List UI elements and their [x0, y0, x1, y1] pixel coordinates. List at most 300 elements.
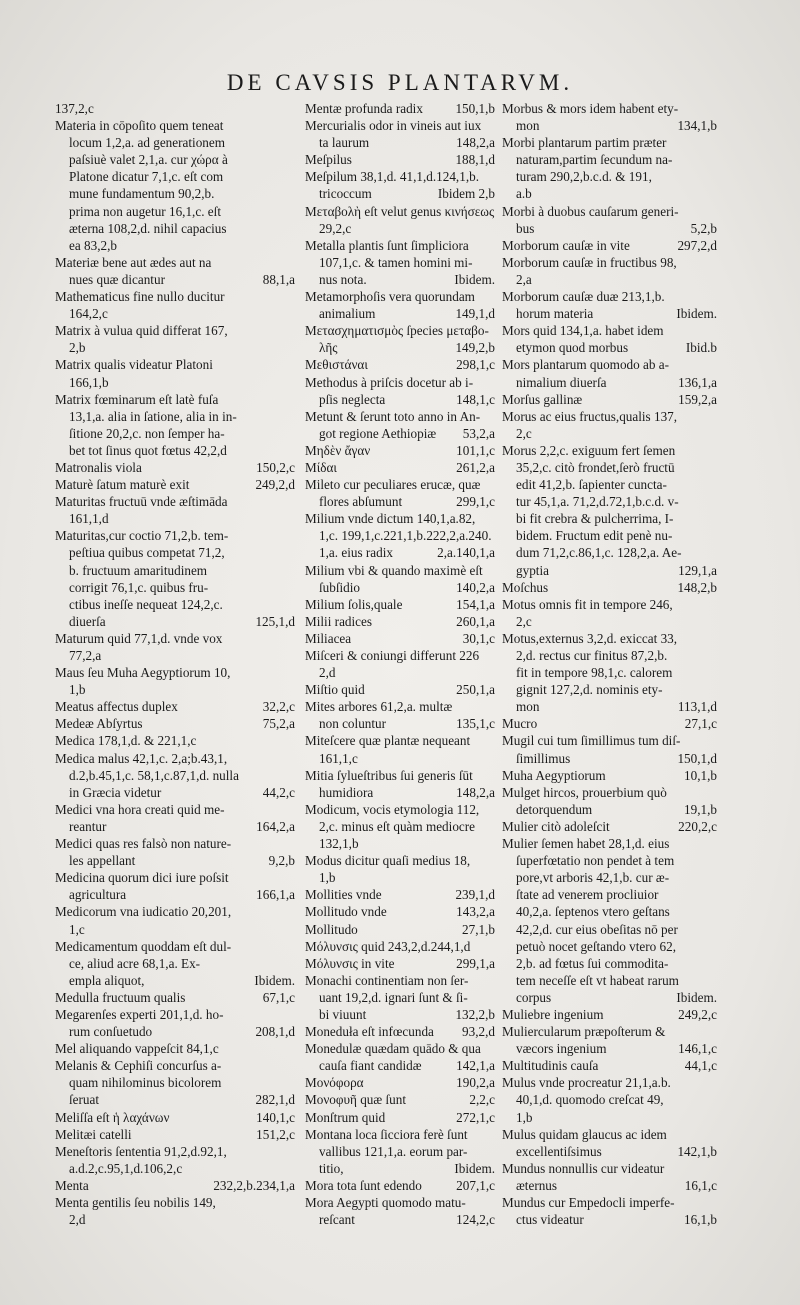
- entry-text: ctibus ineſſe nequeat 124,2,c.: [69, 596, 223, 612]
- entry-text: d.2,b.45,1,c. 58,1,c.87,1,d. nulla: [69, 767, 239, 783]
- index-entry-line: [305, 681, 495, 698]
- entry-text: pore,vt arboris 42,1,b. cur æ-: [516, 870, 670, 886]
- entry-reference: 208,1,d: [255, 1024, 295, 1040]
- index-entry-line: [55, 596, 295, 613]
- index-entry-line: [55, 459, 295, 476]
- index-entry-line: [305, 1074, 495, 1091]
- index-entry-line: [502, 921, 717, 938]
- entry-text: Medicamentum quoddam eſt dul-: [55, 938, 232, 954]
- index-entry-line: [55, 801, 295, 818]
- entry-text: Mors plantarum quomodo ab a-: [502, 357, 670, 373]
- entry-text: vallibus 121,1,a. eorum par-: [319, 1143, 468, 1159]
- entry-reference: Ibid.b: [685, 340, 717, 356]
- entry-text: Modicum, vocis etymologia 112,: [305, 801, 480, 817]
- entry-reference: 93,2,d: [462, 1024, 495, 1040]
- index-entry-line: [55, 1160, 295, 1177]
- index-entry-line: [55, 664, 295, 681]
- index-entry-line: [305, 1040, 495, 1057]
- entry-text: Medici quas res falsò non nature-: [55, 836, 232, 852]
- index-entry: [305, 1091, 495, 1108]
- entry-text: Moneduła eſt infœcunda: [305, 1024, 434, 1040]
- index-entry-line: [305, 476, 495, 493]
- index-entry-line: [305, 1023, 495, 1040]
- index-entry: [305, 732, 495, 766]
- entry-text: Monedulæ quædam quādo & qua: [305, 1041, 481, 1057]
- index-entry: [502, 237, 717, 254]
- index-entry-line: [502, 989, 717, 1006]
- index-entry: [305, 510, 495, 561]
- index-entry: [305, 886, 495, 903]
- index-entry-line: [55, 220, 295, 237]
- entry-text: bi fit crebra & pulcherrima, I-: [516, 511, 674, 527]
- index-entry-line: [55, 425, 295, 442]
- index-entry-line: [305, 1057, 495, 1074]
- entry-reference: 44,1,c: [684, 1058, 717, 1074]
- entry-reference: 207,1,c: [456, 1177, 495, 1193]
- index-entry-line: [502, 1023, 717, 1040]
- entry-text: nues quæ dicantur: [69, 271, 165, 287]
- entry-text: nus nota.: [319, 271, 367, 287]
- entry-reference: 250,1,a: [456, 682, 495, 698]
- entry-text: Mora Aegypti quomodo matu-: [305, 1195, 466, 1210]
- index-entry: [55, 698, 295, 715]
- entry-text: Moſchus: [502, 579, 549, 595]
- index-entry-line: [305, 237, 495, 254]
- index-entry: [502, 134, 717, 202]
- index-entry-line: [502, 767, 717, 784]
- index-entry-line: [305, 784, 495, 801]
- entry-text: bet tot ſinus quot fœtus 42,2,d: [69, 442, 227, 458]
- entry-reference: 249,2,d: [255, 477, 295, 493]
- index-entry-line: [55, 630, 295, 647]
- entry-text: Morborum cauſæ in vite: [502, 237, 630, 253]
- index-entry-line: [502, 698, 717, 715]
- entry-text: nimalium diuerſa: [516, 374, 607, 390]
- index-entry-line: [502, 391, 717, 408]
- entry-reference: 132,2,b: [455, 1006, 495, 1022]
- index-entry-line: [305, 356, 495, 373]
- entry-reference: 142,1,a: [456, 1058, 495, 1074]
- index-entry: [305, 1109, 495, 1126]
- index-entry-line: [502, 510, 717, 527]
- entry-text: Mora tota ſunt edendo: [305, 1177, 422, 1193]
- index-entry-line: [305, 322, 495, 339]
- entry-text: Monachi continentiam non ſer-: [305, 972, 469, 988]
- entry-text: Menta gentilis ſeu nobilis 149,: [55, 1195, 216, 1210]
- index-entry-line: [305, 271, 495, 288]
- entry-text: humidiora: [319, 784, 374, 800]
- entry-reference: 134,1,b: [677, 118, 717, 134]
- entry-text: reantur: [69, 818, 107, 834]
- entry-reference: 129,1,a: [678, 562, 717, 578]
- index-entry: [305, 681, 495, 698]
- entry-text: Mercurialis odor in vineis aut iux: [305, 118, 482, 134]
- index-entry-line: [305, 151, 495, 168]
- entry-text: Matronalis viola: [55, 459, 142, 475]
- entry-text: Metamorphoſis vera quorundam: [305, 289, 475, 305]
- index-entry-line: [502, 750, 717, 767]
- index-entry-line: [305, 886, 495, 903]
- index-entry: [55, 391, 295, 459]
- index-entry-line: [502, 220, 717, 237]
- index-entry-line: [502, 425, 717, 442]
- entry-text: corpus: [516, 989, 552, 1005]
- index-entry-line: [305, 955, 495, 972]
- index-entry-line: [55, 698, 295, 715]
- entry-text: Μεταβολὴ eſt velut genus κινήσεως: [305, 203, 495, 219]
- entry-text: Morſus gallinæ: [502, 391, 583, 407]
- index-entry-line: [502, 254, 717, 271]
- entry-text: in Græcia videtur: [69, 784, 162, 800]
- entry-text: 2,b: [69, 340, 86, 356]
- entry-text: ta laurum: [319, 135, 370, 151]
- index-entry-line: [502, 852, 717, 869]
- index-entry-line: [502, 1091, 717, 1108]
- entry-text: quam nihilominus bicolorem: [69, 1075, 222, 1091]
- entry-text: Medeæ Abſyrtus: [55, 716, 143, 732]
- index-entry-line: [55, 921, 295, 938]
- entry-text: horum materia: [516, 306, 594, 322]
- index-entry: [305, 630, 495, 647]
- index-entry-line: [305, 203, 495, 220]
- entry-text: cauſa fiant candidæ: [319, 1058, 422, 1074]
- index-entry: [502, 408, 717, 442]
- entry-text: Matrix à vulua quid differat 167,: [55, 323, 228, 339]
- index-entry-line: [55, 715, 295, 732]
- index-entry: [305, 100, 495, 117]
- entry-text: 40,2,a. ſeptenos vtero geſtans: [516, 904, 670, 920]
- index-entry-line: [502, 408, 717, 425]
- index-entry: [305, 1126, 495, 1177]
- entry-reference: Ibidem.: [676, 306, 717, 322]
- entry-text: Medica 178,1,d. & 221,1,c: [55, 733, 197, 749]
- entry-reference: 113,1,d: [677, 699, 717, 715]
- index-entry-line: [305, 767, 495, 784]
- entry-reference: 150,2,c: [256, 459, 295, 475]
- entry-text: Materiæ bene aut ædes aut na: [55, 254, 212, 270]
- index-entry-line: [55, 151, 295, 168]
- index-entry: [305, 938, 495, 955]
- index-entry-line: [502, 613, 717, 630]
- index-entry: [55, 1109, 295, 1126]
- entry-text: turam 290,2,b.c.d. & 191,: [516, 169, 652, 185]
- index-entry-line: [55, 288, 295, 305]
- index-entry-line: [55, 527, 295, 544]
- entry-text: Mulier citò adoleſcit: [502, 818, 610, 834]
- entry-reference: 32,2,c: [262, 699, 295, 715]
- running-header: DE CAVSIS PLANTARVM.: [226, 70, 574, 95]
- index-entry-line: [305, 459, 495, 476]
- entry-reference: 135,1,c: [456, 716, 495, 732]
- entry-text: Maturè ſatum maturè exit: [55, 477, 190, 493]
- index-entry-line: [502, 1040, 717, 1057]
- entry-reference: 143,2,a: [456, 904, 495, 920]
- index-entry-line: [55, 1057, 295, 1074]
- entry-text: 166,1,b: [69, 374, 109, 390]
- entry-text: Mollitudo vnde: [305, 904, 387, 920]
- entry-text: Mel aliquando vappeſcit 84,1,c: [55, 1041, 219, 1057]
- entry-reference: 148,2,a: [456, 135, 495, 151]
- entry-text: Miſceri & coniungi differunt 226: [305, 648, 480, 663]
- index-entry: [55, 288, 295, 322]
- index-entry-line: [305, 921, 495, 938]
- entry-text: ſeruat: [69, 1092, 100, 1108]
- index-entry-line: [502, 527, 717, 544]
- entry-reference: 16,1,b: [684, 1212, 717, 1228]
- index-entry-line: [305, 185, 495, 202]
- entry-text: Maus ſeu Muha Aegyptiorum 10,: [55, 665, 231, 681]
- index-entry-line: [55, 1023, 295, 1040]
- entry-reference: 44,2,c: [262, 784, 295, 800]
- entry-text: a.b: [516, 186, 532, 202]
- index-entry: [55, 664, 295, 698]
- entry-text: gyptia: [516, 562, 549, 578]
- index-entry: [305, 1074, 495, 1091]
- entry-text: 2,d: [69, 1212, 86, 1228]
- index-entry-line: [55, 1091, 295, 1108]
- index-entry-line: [55, 442, 295, 459]
- index-entry-line: [305, 1126, 495, 1143]
- index-entry-line: [55, 1126, 295, 1143]
- index-entry-line: [55, 339, 295, 356]
- index-entry-line: [502, 647, 717, 664]
- index-entry-line: [55, 955, 295, 972]
- entry-reference: 159,2,a: [678, 391, 717, 407]
- index-entry-line: [502, 356, 717, 373]
- entry-reference: 148,1,c: [456, 391, 495, 407]
- index-entry-line: [502, 818, 717, 835]
- entry-reference: 53,2,a: [462, 425, 495, 441]
- entry-text: paſsiuè valet 2,1,a. cur χώρα à: [69, 152, 228, 168]
- index-entry-line: [502, 134, 717, 151]
- entry-reference: Ibidem.: [676, 989, 717, 1005]
- index-entry-line: [55, 134, 295, 151]
- index-entry-line: [55, 476, 295, 493]
- index-entry: [55, 938, 295, 989]
- index-entry-line: [55, 1194, 295, 1211]
- index-entry-line: [55, 989, 295, 1006]
- entry-text: tur 45,1,a. 71,2,d.72,1,b.c.d. v-: [516, 494, 679, 510]
- entry-text: Mundus cur Empedocli imperfe-: [502, 1195, 675, 1210]
- entry-reference: 146,1,c: [678, 1041, 717, 1057]
- index-entry: [305, 903, 495, 920]
- index-entry-line: [305, 493, 495, 510]
- index-entry: [55, 750, 295, 801]
- index-entry: [502, 818, 717, 835]
- index-entry-line: [55, 886, 295, 903]
- index-entry: [55, 117, 295, 254]
- index-entry: [55, 322, 295, 356]
- index-entry: [305, 476, 495, 510]
- entry-text: Menta: [55, 1177, 89, 1193]
- index-entry-line: [305, 1143, 495, 1160]
- index-entry-line: [55, 322, 295, 339]
- entry-text: bus: [516, 220, 535, 236]
- entry-reference: 297,2,d: [677, 237, 717, 253]
- entry-text: agricultura: [69, 887, 127, 903]
- index-entry-line: [305, 442, 495, 459]
- index-column-1: [55, 100, 295, 1228]
- entry-text: Morbi plantarum partim præter: [502, 135, 667, 151]
- index-entry-line: [55, 613, 295, 630]
- entry-text: Mulus quidam glaucus ac idem: [502, 1126, 667, 1142]
- entry-text: Mollities vnde: [305, 887, 382, 903]
- entry-reference: 101,1,c: [456, 442, 495, 458]
- entry-text: Modus dicitur quaſi medius 18,: [305, 853, 471, 869]
- entry-text: ea 83,2,b: [69, 237, 117, 253]
- entry-text: Mundus nonnullis cur videatur: [502, 1160, 665, 1176]
- index-entry-line: [55, 938, 295, 955]
- index-entry-line: [502, 869, 717, 886]
- index-entry: [502, 732, 717, 766]
- index-entry-line: [305, 903, 495, 920]
- entry-reference: 148,2,a: [456, 784, 495, 800]
- entry-reference: 190,2,a: [456, 1075, 495, 1091]
- entry-text: 1,b: [69, 682, 86, 698]
- index-entry-line: [502, 185, 717, 202]
- entry-reference: 149,2,b: [455, 340, 495, 356]
- index-entry: [305, 288, 495, 322]
- index-entry: [305, 921, 495, 938]
- entry-reference: 140,2,a: [456, 579, 495, 595]
- entry-text: bidem. Fructum edit penè nu-: [516, 528, 673, 544]
- index-entry: [55, 1177, 295, 1194]
- index-entry: [502, 254, 717, 288]
- entry-reference: 2,a.140,1,a: [437, 545, 495, 561]
- index-entry: [502, 596, 717, 630]
- entry-reference: 124,2,c: [456, 1212, 495, 1228]
- index-entry: [502, 1023, 717, 1057]
- entry-reference: 249,2,c: [678, 1006, 717, 1022]
- entry-text: ſitione 20,2,c. non ſemper ha-: [69, 425, 225, 441]
- index-entry: [305, 955, 495, 972]
- entry-text: Mugil cui tum ſimillimus tum diſ-: [502, 733, 681, 749]
- entry-text: Meatus affectus duplex: [55, 699, 178, 715]
- entry-text: Matrix fœminarum eſt latè fuſa: [55, 391, 219, 407]
- index-entry: [305, 1194, 495, 1228]
- entry-text: Morbus & mors idem habent ety-: [502, 101, 679, 116]
- index-entry-line: [305, 613, 495, 630]
- index-entry-line: [55, 1109, 295, 1126]
- entry-reference: 136,1,a: [678, 374, 717, 390]
- entry-text: Milium vnde dictum 140,1,a.82,: [305, 511, 476, 527]
- entry-text: Μηδὲν ἄγαν: [305, 442, 371, 458]
- index-entry-line: [305, 305, 495, 322]
- entry-text: Mentæ profunda radix: [305, 101, 423, 116]
- index-entry: [502, 835, 717, 1006]
- index-entry-line: [305, 1006, 495, 1023]
- entry-text: Mors quid 134,1,a. habet idem: [502, 323, 664, 339]
- index-entry-line: [502, 681, 717, 698]
- entry-text: 13,1,a. alia in ſatione, alia in in-: [69, 408, 237, 424]
- entry-text: 77,2,a: [69, 648, 102, 663]
- entry-text: Morbi à duobus cauſarum generi-: [502, 203, 679, 219]
- entry-text: 40,1,d. quomodo creſcat 49,: [516, 1092, 664, 1108]
- entry-text: 161,1,d: [69, 511, 109, 527]
- entry-text: Metalla plantis ſunt ſimpliciora: [305, 237, 469, 253]
- index-entry-line: [305, 989, 495, 1006]
- entry-text: 132,1,b: [319, 836, 359, 852]
- entry-reference: 220,2,c: [678, 818, 717, 834]
- entry-text: Muha Aegyptiorum: [502, 767, 606, 783]
- index-entry: [502, 1057, 717, 1074]
- index-entry-line: [502, 100, 717, 117]
- index-entry-line: [305, 391, 495, 408]
- index-entry-line: [305, 869, 495, 886]
- index-entry-line: [502, 715, 717, 732]
- entry-text: 2,d: [319, 665, 336, 681]
- index-entry: [55, 356, 295, 390]
- index-entry-line: [305, 562, 495, 579]
- index-entry-line: [502, 1211, 717, 1228]
- entry-reference: 75,2,a: [262, 716, 295, 732]
- index-entry-line: [502, 237, 717, 254]
- index-entry-line: [305, 579, 495, 596]
- index-entry-line: [305, 1211, 495, 1228]
- index-entry-line: [305, 134, 495, 151]
- entry-reference: 272,1,c: [456, 1109, 495, 1125]
- index-entry: [502, 784, 717, 818]
- entry-text: titio,: [319, 1160, 344, 1176]
- index-entry: [305, 767, 495, 801]
- index-entry-line: [55, 391, 295, 408]
- index-entry-line: [502, 596, 717, 613]
- entry-reference: 67,1,c: [262, 989, 295, 1005]
- entry-text: æterna 108,2,d. nihil capacius: [69, 220, 227, 236]
- index-entry-line: [502, 322, 717, 339]
- entry-text: tem neceſſe eſt vt habeat rarum: [516, 972, 679, 988]
- index-entry: [502, 715, 717, 732]
- entry-reference: 19,1,b: [684, 801, 717, 817]
- entry-text: mune fundamentum 90,2,b.: [69, 186, 215, 202]
- index-entry: [55, 100, 295, 117]
- index-entry: [55, 869, 295, 903]
- entry-text: Materia in cōpoſito quem teneat: [55, 118, 224, 134]
- entry-reference: 10,1,b: [684, 767, 717, 783]
- entry-text: Meliſſa eſt ἡ λαχάνων: [55, 1109, 170, 1125]
- entry-text: Mitia ſylueſtribus ſui generis ſūt: [305, 767, 473, 783]
- index-entry-line: [55, 1040, 295, 1057]
- index-entry-line: [305, 972, 495, 989]
- entry-text: 2,c: [516, 613, 532, 629]
- index-entry-line: [55, 562, 295, 579]
- entry-reference: 299,1,c: [456, 494, 495, 510]
- index-entry-line: [55, 185, 295, 202]
- index-entry-line: [305, 510, 495, 527]
- index-entry: [502, 630, 717, 715]
- index-entry-line: [55, 903, 295, 920]
- index-entry-line: [55, 408, 295, 425]
- index-entry-line: [502, 1057, 717, 1074]
- entry-text: Maturitas,cur coctio 71,2,b. tem-: [55, 528, 229, 544]
- entry-text: Melanis & Cephiſi concurſus a-: [55, 1058, 222, 1074]
- index-entry-line: [502, 562, 717, 579]
- entry-text: Metunt & ſerunt toto anno in An-: [305, 408, 481, 424]
- index-entry: [502, 767, 717, 784]
- entry-reference: 164,2,a: [256, 818, 295, 834]
- entry-text: edit 41,2,b. ſapienter cuncta-: [516, 477, 667, 493]
- index-entry: [305, 1023, 495, 1040]
- index-entry-line: [55, 1177, 295, 1194]
- entry-text: Motus,externus 3,2,d. exiccat 33,: [502, 630, 678, 646]
- entry-reference: 88,1,a: [262, 271, 295, 287]
- index-entry-line: [305, 852, 495, 869]
- entry-text: naturam,partim ſecundum na-: [516, 152, 673, 168]
- index-entry: [305, 408, 495, 442]
- index-entry-line: [305, 801, 495, 818]
- index-entry: [55, 493, 295, 527]
- entry-reference: 150,1,d: [677, 750, 717, 766]
